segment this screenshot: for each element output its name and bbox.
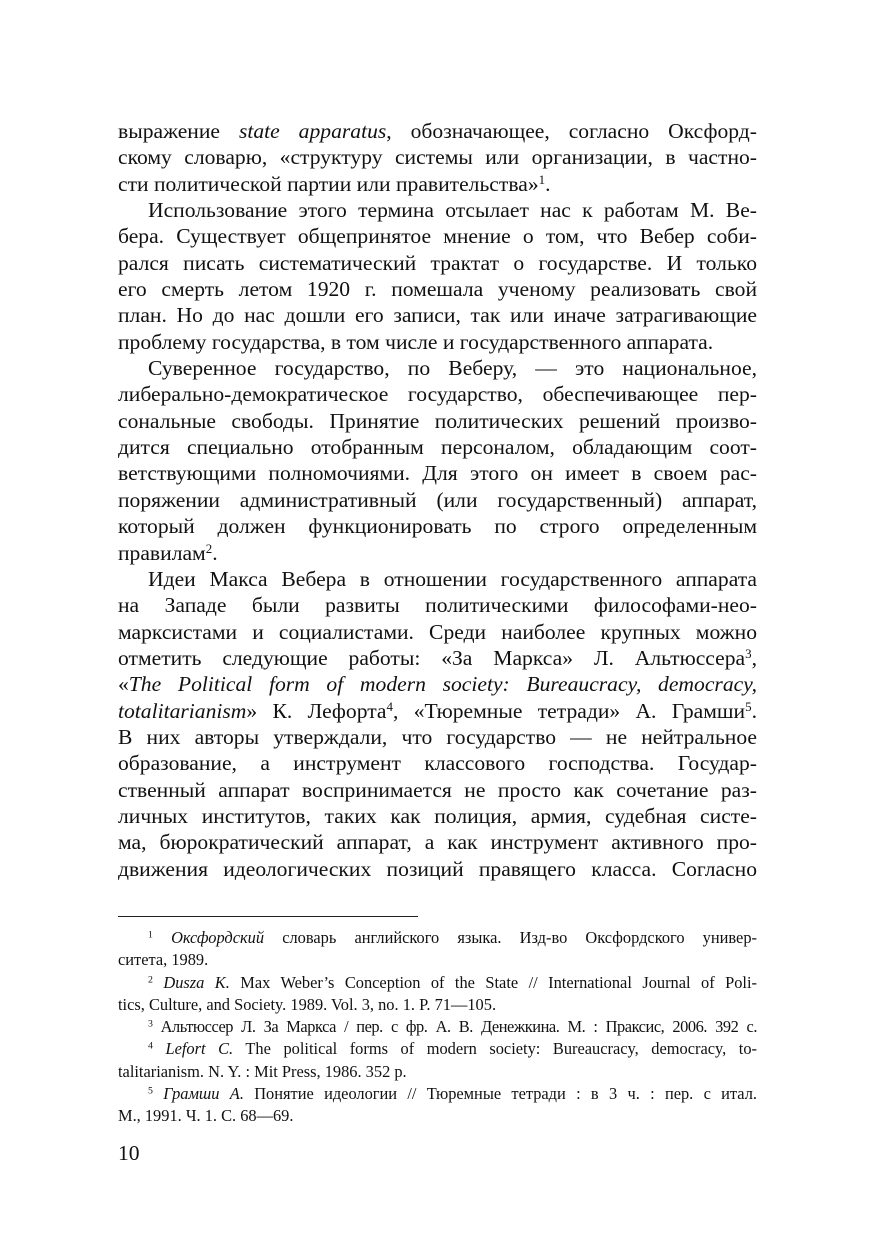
footnote-ref[interactable]: 4 — [386, 698, 393, 714]
footnote-separator — [118, 916, 418, 917]
footnote-line: tics, Culture, and Society. 1989. Vol. 3, no. 1. P. 71—105. — [118, 994, 497, 1014]
text-line: марксистами и социалистами. Среди наиболее крупных можно — [118, 619, 757, 644]
text-line: скому словарю, «структуру системы или организации, в частно- — [118, 145, 757, 170]
text-line: образование, а инструмент классового господства. Государ- — [118, 751, 757, 776]
text-line: план. Но до нас дошли его записи, так или иначе затрагивающие — [118, 303, 757, 328]
text-line: ственный аппарат воспринимается не просто как сочетание раз- — [118, 777, 757, 802]
text-line: бера. Существует общепринятое мнение о том, что Вебер соби- — [118, 224, 757, 249]
footnote-ref[interactable]: 5 — [745, 698, 752, 714]
footnote-line: М., 1991. Ч. 1. С. 68—69. — [118, 1106, 294, 1126]
footnote-number: 3 — [148, 1018, 153, 1030]
footnote-ref[interactable]: 1 — [538, 171, 546, 187]
paragraph-1 — [118, 118, 757, 197]
paragraph-2 — [118, 197, 757, 355]
footnote-line: $^5$ Грамши А. Понятие идеологии // Тюремные тетради : в 3 ч. : пер. с итал. — [148, 1084, 757, 1104]
text-line: либерально-демократическое государство, обеспечивающее пер- — [118, 382, 757, 407]
footnotes — [118, 927, 757, 1128]
text-line: на Западе были развиты политическими философами-нео- — [118, 593, 757, 618]
body-text — [118, 118, 757, 882]
text-line: Использование этого термина отсылает нас к работам М. Ве- — [148, 198, 757, 223]
text-line: проблему государства, в том числе и государственного аппарата. — [118, 329, 714, 354]
paragraph-3 — [118, 355, 757, 566]
text-line: totalitarianism» К. Лефорта$^4$, «Тюремные тетради» А. Грамши$^5$. — [118, 698, 757, 723]
paragraph-4 — [118, 566, 757, 882]
text-line: Идеи Макса Вебера в отношении государственного аппарата — [148, 566, 757, 591]
text-line: ма, бюрократический аппарат, а как инструмент активного про- — [118, 830, 757, 855]
text-line: поряжении административный (или государственный) аппарат, — [118, 487, 757, 512]
text-line: правилам$^2$. — [118, 540, 218, 565]
footnote-3 — [118, 1016, 757, 1038]
footnote-line: $^2$ Dusza K. Max Weber’s Conception of the State // International Journal of Poli- — [148, 972, 757, 992]
footnote-line: ситета, 1989. — [118, 950, 209, 970]
footnote-number: 1 — [148, 929, 153, 941]
footnote-author: Грамши А. — [163, 1084, 244, 1104]
footnote-author: Оксфордский — [171, 928, 265, 947]
text-line: сональные свободы. Принятие политических решений произво- — [118, 408, 757, 433]
text-line: который должен функционировать по строго определенным — [118, 514, 757, 539]
text-line: движения идеологических позиций правящего класса. Согласно — [118, 856, 757, 881]
italic-title: The Political form of modern society: Bureaucracy, democracy, — [128, 672, 757, 697]
footnote-line: talitarianism. N. Y. : Mit Press, 1986. 352 p. — [118, 1061, 407, 1081]
footnote-number: 5 — [148, 1085, 153, 1097]
footnote-line: $^4$ Lefort C. The political forms of modern society: Bureaucracy, democracy, to- — [148, 1039, 757, 1059]
text-line: рался писать систематический трактат о государстве. И только — [118, 250, 757, 275]
text-line: его смерть летом 1920 г. помешала ученому реализовать свой — [118, 277, 757, 302]
italic-term: state apparatus — [238, 119, 387, 143]
text-line: В них авторы утверждали, что государство — не нейтральное — [118, 724, 757, 749]
text-line: выражение state apparatus, обозначающее, согласно Оксфорд- — [118, 119, 757, 143]
text-line: личных институтов, таких как полиция, армия, судебная систе- — [118, 803, 757, 828]
text-line: ветствующими полномочиями. Для этого он имеет в своем рас- — [118, 461, 757, 486]
footnote-author: Lefort C. — [165, 1039, 234, 1059]
footnote-author: Dusza K. — [163, 972, 230, 992]
footnote-1 — [118, 927, 757, 972]
text-line: дится специально отобранным персоналом, обладающим соот- — [118, 435, 757, 460]
text-line: Суверенное государство, по Веберу, — это национальное, — [148, 356, 757, 381]
page-number: 10 — [118, 1141, 140, 1165]
footnote-4 — [118, 1038, 757, 1083]
footnote-2 — [118, 972, 757, 1017]
footnote-number: 2 — [148, 974, 153, 986]
footnote-5 — [118, 1083, 757, 1128]
footnote-number: 4 — [148, 1041, 153, 1053]
text-line: сти политической партии или правительства»$^1$. — [118, 171, 551, 196]
footnote-line: $^3$ Альтюссер Л. За Маркса / пер. с фр. А. В. Денежкина. М. : Праксис, 2006. 392 с. — [148, 1017, 757, 1037]
text-line: «The Political form of modern society: Bureaucracy, democracy, — [118, 672, 757, 697]
footnote-line: $^1$ Оксфордский словарь английского языка. Изд-во Оксфордского универ- — [148, 928, 757, 947]
footnote-ref[interactable]: 2 — [205, 540, 213, 556]
footnote-ref[interactable]: 3 — [745, 645, 752, 661]
text-line: отметить следующие работы: «За Маркса» Л. Альтюссера$^3$, — [118, 645, 757, 670]
italic-title: totalitarianism — [118, 698, 247, 723]
